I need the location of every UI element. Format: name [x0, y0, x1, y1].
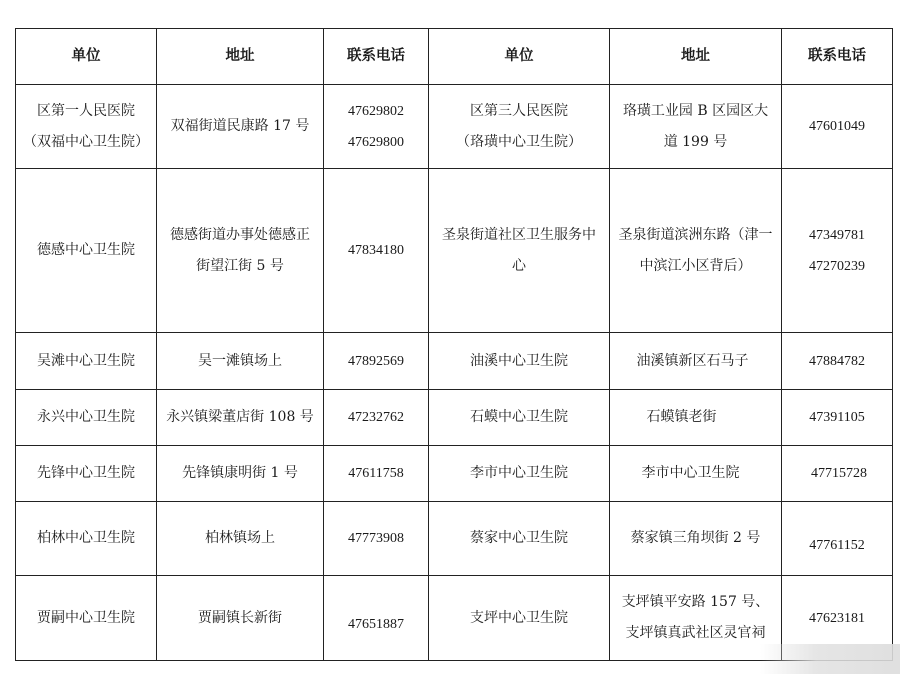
unit-cell: 区第三人民医院 （珞璜中心卫生院）: [429, 85, 610, 169]
phone-cell: 47715728: [782, 446, 893, 502]
table-header-row: [16, 29, 893, 85]
phone-cell: 47884782: [782, 333, 893, 390]
unit-cell: 区第一人民医院 （双福中心卫生院）: [16, 85, 157, 169]
phone-cell: 47651887: [324, 576, 429, 661]
phone-cell: 47773908: [324, 502, 429, 576]
unit-cell: 贾嗣中心卫生院: [16, 576, 157, 661]
phone-cell: 47601049: [782, 85, 893, 169]
address-cell: 贾嗣镇长新街: [157, 576, 324, 661]
table-row: [16, 446, 893, 502]
address-cell: 石蟆镇老街: [610, 390, 782, 446]
phone-cell: 47761152: [782, 502, 893, 576]
phone-cell: 47391105: [782, 390, 893, 446]
unit-cell: 油溪中心卫生院: [429, 333, 610, 390]
unit-cell: 柏林中心卫生院: [16, 502, 157, 576]
unit-cell: 圣泉街道社区卫生服务中 心: [429, 169, 610, 333]
header-phone: 联系电话: [324, 29, 429, 85]
phone-cell: 47611758: [324, 446, 429, 502]
unit-cell: 李市中心卫生院: [429, 446, 610, 502]
header-address: 地址: [157, 29, 324, 85]
phone-cell: 47629802 47629800: [324, 85, 429, 169]
address-cell: 先锋镇康明街 1 号: [157, 446, 324, 502]
header-phone: 联系电话: [782, 29, 893, 85]
table-row: [16, 333, 893, 390]
watermark-overlay: [760, 644, 900, 674]
phone-cell: 47892569: [324, 333, 429, 390]
address-cell: 李市中心卫生院: [610, 446, 782, 502]
header-address: 地址: [610, 29, 782, 85]
phone-cell: 47623181: [782, 576, 893, 661]
table-row: [16, 502, 893, 576]
address-cell: 德感街道办事处德感正 街望江街 5 号: [157, 169, 324, 333]
address-cell: 珞璜工业园 B 区园区大 道 199 号: [610, 85, 782, 169]
header-unit: 单位: [16, 29, 157, 85]
unit-cell: 石蟆中心卫生院: [429, 390, 610, 446]
address-cell: 蔡家镇三角坝街 2 号: [610, 502, 782, 576]
hospital-contact-table: [15, 28, 893, 661]
unit-cell: 吴滩中心卫生院: [16, 333, 157, 390]
address-cell: 油溪镇新区石马子: [610, 333, 782, 390]
unit-cell: 永兴中心卫生院: [16, 390, 157, 446]
table-row: [16, 85, 893, 169]
address-cell: 柏林镇场上: [157, 502, 324, 576]
table-row: [16, 169, 893, 333]
address-cell: 圣泉街道滨洲东路（津一 中滨江小区背后）: [610, 169, 782, 333]
address-cell: 双福街道民康路 17 号: [157, 85, 324, 169]
unit-cell: 先锋中心卫生院: [16, 446, 157, 502]
address-cell: 吴一滩镇场上: [157, 333, 324, 390]
address-cell: 永兴镇梁董店街 108 号: [157, 390, 324, 446]
header-unit: 单位: [429, 29, 610, 85]
unit-cell: 支坪中心卫生院: [429, 576, 610, 661]
phone-cell: 47349781 47270239: [782, 169, 893, 333]
phone-cell: 47232762: [324, 390, 429, 446]
table-row: [16, 390, 893, 446]
unit-cell: 蔡家中心卫生院: [429, 502, 610, 576]
unit-cell: 德感中心卫生院: [16, 169, 157, 333]
address-cell: 支坪镇平安路 157 号、 支坪镇真武社区灵官祠: [610, 576, 782, 661]
phone-cell: 47834180: [324, 169, 429, 333]
